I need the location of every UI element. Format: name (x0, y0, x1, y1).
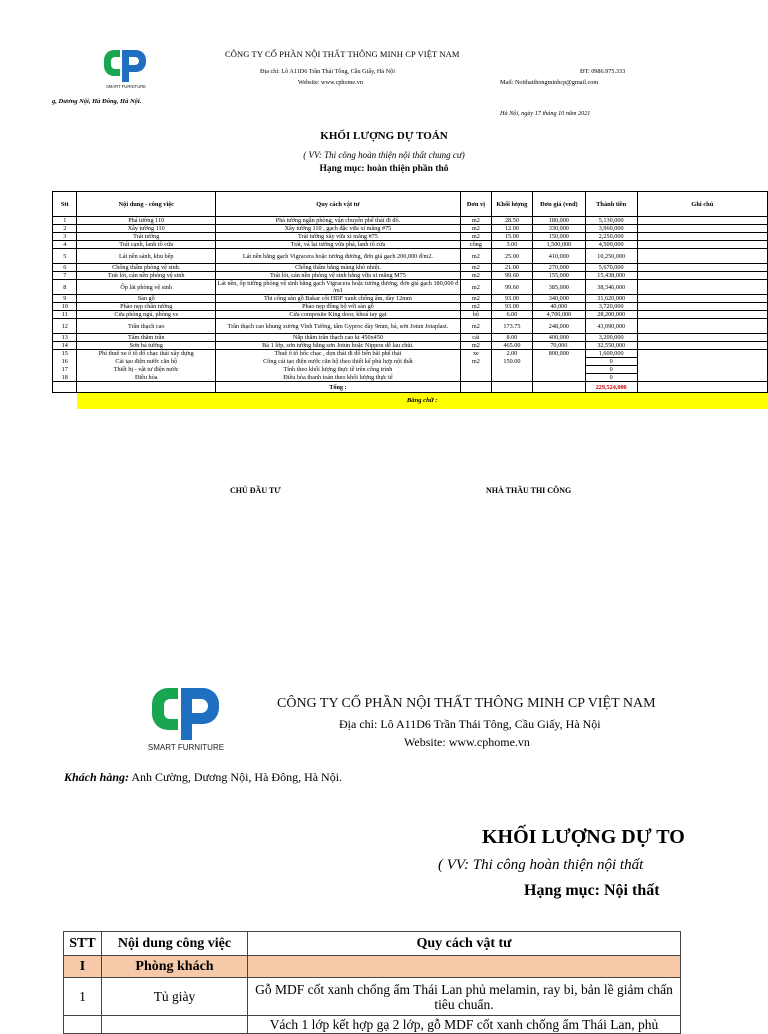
document-subtitle: ( VV: Thi công hoàn thiện nội thất (438, 857, 644, 873)
cell-unit: m2 (460, 225, 491, 233)
cell-price: 270,000 (533, 264, 586, 272)
cell-amount: 1,600,000 (585, 350, 637, 358)
cell-stt: 2 (53, 225, 77, 233)
cell-price: 330,000 (533, 225, 586, 233)
cell-note (637, 374, 767, 382)
cell-content: Tấm thăm trần (77, 334, 215, 342)
cell-unit: m2 (460, 295, 491, 303)
document-category: Hạng mục: hoàn thiện phần thô (319, 164, 449, 174)
company-address: Địa chỉ: Lô A11D6 Trần Thái Tông, Cầu Giấy, Hà Nội (339, 717, 601, 731)
cell-spec: Công cải tạo điện nước căn hộ theo thiết kế phù hợp nội thất (215, 358, 460, 366)
table-row (53, 264, 768, 272)
cell-unit: m2 (460, 272, 491, 280)
cell-price: 410,000 (533, 249, 586, 264)
cell-note (637, 233, 767, 241)
cell-amount: 0 (585, 374, 637, 382)
cell-content: Chống thấm phòng vệ sinh. (77, 264, 215, 272)
cell-qty: 12.00 (491, 225, 532, 233)
document-title: KHỐI LƯỢNG DỰ TO (482, 826, 685, 848)
cell-spec: Chống thấm bằng màng khò nhiệt. (215, 264, 460, 272)
cell-price: 800,000 (533, 350, 586, 358)
cell-qty: 25.00 (491, 249, 532, 264)
cell-price (533, 374, 586, 382)
cell-amount: 43,090,000 (585, 319, 637, 334)
cell-stt: 9 (53, 295, 77, 303)
cell-qty (491, 374, 532, 382)
cell-unit: m2 (460, 303, 491, 311)
cell-spec: Trần thạch cao khung xương Vĩnh Tường, tấm Gyproc dày 9mm, bả, sơn Jotun Jotaplast. (215, 319, 460, 334)
company-mail: Mail: Noithatthongminhcp@gmail.com (500, 79, 599, 86)
estimate-table (52, 191, 768, 409)
col-content: Nội dung công việc (102, 932, 248, 956)
cell-unit: m2 (460, 233, 491, 241)
cell-qty: 99.60 (491, 272, 532, 280)
cell-price: 155,000 (533, 272, 586, 280)
cell-note (637, 249, 767, 264)
cell-qty: 173.75 (491, 319, 532, 334)
cell-content: Sơn bả tường (77, 342, 215, 350)
cell-qty: 28.50 (491, 217, 532, 225)
cell-content: Trát lót, cán nền phòng vệ sinh (77, 272, 215, 280)
cell-amount: 31,620,000 (585, 295, 637, 303)
furniture-table (63, 931, 681, 1034)
total-label: Tổng : (215, 382, 460, 393)
cp-logo-icon (146, 680, 230, 752)
table-row (53, 272, 768, 280)
col-content: Nội dung - công việc (77, 192, 215, 217)
cell-price (533, 366, 586, 374)
cell-note (637, 350, 767, 358)
cell-unit: bộ (460, 311, 491, 319)
cell-note (637, 366, 767, 374)
cell-content: Cải tạo điện nước căn hộ (77, 358, 215, 366)
cell-note (637, 280, 767, 295)
table-header (53, 192, 768, 217)
cell-spec: Lát nền bằng gạch Vigracera hoặc tương đương, đơn giá gạch 200,000 đ/m2. (215, 249, 460, 264)
cell-price: 400,000 (533, 334, 586, 342)
cell-amount: 5,130,000 (585, 217, 637, 225)
cell-price: 1,500,000 (533, 241, 586, 249)
table-header (64, 932, 681, 956)
cell-note (637, 334, 767, 342)
cell-content: Trát cạnh, lanh tô cửa (77, 241, 215, 249)
cell-content: Xây tường 110 (77, 225, 215, 233)
table-row (53, 233, 768, 241)
cell-price (533, 358, 586, 366)
cell-price: 385,000 (533, 280, 586, 295)
cell-stt: 13 (53, 334, 77, 342)
cell-spec: Trát lót, cán nền phòng vệ sinh bằng vữa xi măng M75 (215, 272, 460, 280)
cell-amount: 4,500,000 (585, 241, 637, 249)
table-row (53, 217, 768, 225)
document-date: Hà Nội, ngày 17 tháng 10 năm 2021 (500, 110, 591, 117)
cell-content: Phòng khách (102, 956, 248, 978)
cell-content: Sàn gỗ (77, 295, 215, 303)
in-words-label: Bằng chữ : (77, 393, 768, 409)
customer-address: g, Dương Nội, Hà Đông, Hà Nội. (52, 98, 142, 105)
cell-stt: 15 (53, 350, 77, 358)
cell-stt: I (64, 956, 102, 978)
cell-content: Điều hòa (77, 374, 215, 382)
table-row (53, 366, 768, 374)
cell-amount: 2,250,000 (585, 233, 637, 241)
cell-spec: Vách 1 lớp kết hợp gạ 2 lớp, gỗ MDF cốt xanh chống ẩm Thái Lan, phủ (248, 1016, 681, 1034)
cell-spec: Bả 1 lớp, sơn tường bằng sơn Jotun hoặc Nippon dễ lau chùi. (215, 342, 460, 350)
cell-stt: 12 (53, 319, 77, 334)
cell-stt: 8 (53, 280, 77, 295)
cell-qty: 93.00 (491, 295, 532, 303)
company-website: Website: www.cphome.vn (298, 79, 363, 86)
cell-note (637, 358, 767, 366)
company-name: CÔNG TY CỔ PHẦN NỘI THẤT THÔNG MINH CP VIỆT NAM (225, 49, 460, 59)
cell-amount: 3,960,000 (585, 225, 637, 233)
cell-spec: Gỗ MDF cốt xanh chống ẩm Thái Lan phủ melamin, ray bi, bản lề giảm chấn tiêu chuẩn. (248, 978, 681, 1016)
table-row (53, 311, 768, 319)
cell-unit: công (460, 241, 491, 249)
col-price: Đơn giá (vnđ) (533, 192, 586, 217)
cell-stt: 1 (53, 217, 77, 225)
cell-qty: 99.60 (491, 280, 532, 295)
table-row (53, 342, 768, 350)
cell-amount: 15,438,000 (585, 272, 637, 280)
cell-amount: 32,550,000 (585, 342, 637, 350)
cell-qty: 3.00 (491, 241, 532, 249)
cell-spec (248, 956, 681, 978)
cell-unit: m2 (460, 342, 491, 350)
cell-stt: 4 (53, 241, 77, 249)
customer-value: Anh Cường, Dương Nội, Hà Đông, Hà Nội. (129, 770, 343, 784)
cell-note (637, 264, 767, 272)
contractor-signature-label: NHÀ THẦU THI CÔNG (486, 486, 572, 495)
cell-content (102, 1016, 248, 1034)
cell-note (637, 225, 767, 233)
cell-unit: m2 (460, 264, 491, 272)
investor-signature-label: CHỦ ĐẦU TƯ (230, 486, 281, 495)
table-row (53, 295, 768, 303)
cell-content: Tủ giày (102, 978, 248, 1016)
cell-amount: 10,250,000 (585, 249, 637, 264)
cell-spec: Tính theo khối lượng thực tế trên công trình (215, 366, 460, 374)
cell-stt: 7 (53, 272, 77, 280)
cell-note (637, 272, 767, 280)
cell-empty (637, 382, 767, 393)
cell-content: Ốp lát phòng vệ sinh (77, 280, 215, 295)
customer-line (64, 770, 342, 785)
cell-amount: 28,200,000 (585, 311, 637, 319)
col-stt: Stt (53, 192, 77, 217)
cell-amount: 0 (585, 366, 637, 374)
cell-spec: Thuê ô tô bốc chạc , dọn thải đi đổ bến bãi phế thải (215, 350, 460, 358)
table-row (64, 978, 681, 1016)
col-unit: Đơn vị (460, 192, 491, 217)
cell-stt: 14 (53, 342, 77, 350)
cell-stt: 16 (53, 358, 77, 366)
table-row (64, 956, 681, 978)
total-row (53, 382, 768, 393)
table-row (53, 280, 768, 295)
cell-spec: Trát tường xây vữa xi măng #75 (215, 233, 460, 241)
cell-note (637, 303, 767, 311)
cell-spec: Thi công sàn gỗ Bakar cốt HDF xanh chống ẩm, dày 12mm (215, 295, 460, 303)
cell-spec: Phào nẹp đồng bộ với sàn gỗ (215, 303, 460, 311)
cell-stt: 11 (53, 311, 77, 319)
cell-stt: 18 (53, 374, 77, 382)
cell-spec: Cửa composite King door, khoá tay gạt (215, 311, 460, 319)
cell-spec: Lát nền, ốp tường phòng vệ sinh bằng gạch Vigracera hoặc tương đương, đơn giá gạch 180,000 đ /m1 (215, 280, 460, 295)
cell-qty: 150.00 (491, 358, 532, 366)
col-note: Ghi chú (637, 192, 767, 217)
cell-content: Lát nền sảnh, khu bếp (77, 249, 215, 264)
cell-amount: 38,346,000 (585, 280, 637, 295)
cell-note (637, 217, 767, 225)
cell-stt: 17 (53, 366, 77, 374)
cell-price: 340,000 (533, 295, 586, 303)
cell-spec: Trát, vá lại tường vừa phá, lanh tô cửa (215, 241, 460, 249)
cell-stt: 3 (53, 233, 77, 241)
table-row (53, 241, 768, 249)
cell-spec: Phá tường ngăn phòng, vận chuyển phế thải đi đổ. (215, 217, 460, 225)
cell-empty (53, 382, 77, 393)
cell-stt: 1 (64, 978, 102, 1016)
cell-note (637, 311, 767, 319)
cell-content: Phí thuê xe ô tô đổ chạc thải xây dựng (77, 350, 215, 358)
cell-qty: 15.00 (491, 233, 532, 241)
col-spec: Quy cách vật tư (215, 192, 460, 217)
in-words-row (53, 393, 768, 409)
cell-amount: 3,720,000 (585, 303, 637, 311)
table-row (53, 319, 768, 334)
cell-price: 150,000 (533, 233, 586, 241)
cell-price: 4,700,000 (533, 311, 586, 319)
cell-empty (53, 393, 77, 409)
cell-unit: xe (460, 350, 491, 358)
cell-empty (533, 382, 586, 393)
cp-logo-icon (100, 44, 152, 90)
table-row (53, 350, 768, 358)
table-row (53, 249, 768, 264)
cell-amount: 0 (585, 358, 637, 366)
company-name: CÔNG TY CỔ PHẦN NỘI THẤT THÔNG MINH CP VIỆT NAM (277, 696, 656, 711)
col-stt: STT (64, 932, 102, 956)
company-website: Website: www.cphome.vn (404, 735, 530, 749)
cell-unit: m2 (460, 319, 491, 334)
cell-price: 70,000 (533, 342, 586, 350)
cell-note (637, 342, 767, 350)
table-row (53, 358, 768, 366)
cell-stt: 10 (53, 303, 77, 311)
cell-spec: Xây tường 110 , gạch đặc vữa xi măng #75 (215, 225, 460, 233)
document-category: Hạng mục: Nội thất (524, 882, 660, 899)
cell-note (637, 319, 767, 334)
document-subtitle: ( VV: Thi công hoàn thiện nội thất chung cư) (303, 150, 465, 160)
table-row (53, 303, 768, 311)
cell-amount: 5,670,000 (585, 264, 637, 272)
total-value: 229,524,000 (585, 382, 637, 393)
cell-content: Phào nẹp chân tường (77, 303, 215, 311)
cell-note (637, 295, 767, 303)
cell-qty: 93.00 (491, 303, 532, 311)
cell-qty: 8.00 (491, 334, 532, 342)
cell-unit: m2 (460, 217, 491, 225)
cell-qty: 2.00 (491, 350, 532, 358)
cell-empty (460, 382, 491, 393)
cell-empty (77, 382, 215, 393)
cell-qty: 6.00 (491, 311, 532, 319)
cell-unit (460, 366, 491, 374)
table-row (64, 1016, 681, 1034)
col-amount: Thành tiền (585, 192, 637, 217)
cell-note (637, 241, 767, 249)
cell-empty (491, 382, 532, 393)
cell-price: 40,000 (533, 303, 586, 311)
table-row (53, 374, 768, 382)
company-phone: ĐT: 0986.975.333 (580, 68, 626, 75)
cell-content: Trát tường (77, 233, 215, 241)
cell-qty: 21.00 (491, 264, 532, 272)
document-title: KHỐI LƯỢNG DỰ TOÁN (320, 130, 448, 142)
cell-price: 248,000 (533, 319, 586, 334)
cell-qty (491, 366, 532, 374)
cell-unit: m2 (460, 249, 491, 264)
cell-spec: Điều hòa thanh toán theo khối lượng thực tế (215, 374, 460, 382)
cell-unit: m2 (460, 280, 491, 295)
cell-qty: 465.00 (491, 342, 532, 350)
cell-stt: 6 (53, 264, 77, 272)
cell-content: Thiết bị - vật tư điện nước (77, 366, 215, 374)
cell-unit: m2 (460, 358, 491, 366)
table-row (53, 334, 768, 342)
col-qty: Khối lượng (491, 192, 532, 217)
logo-text: SMART FURNITURE (147, 743, 225, 752)
cell-content: Trần thạch cao (77, 319, 215, 334)
customer-label: Khách hàng: (64, 770, 130, 784)
cell-amount: 3,200,000 (585, 334, 637, 342)
logo-text: SMART FURNITURE (106, 84, 146, 89)
company-address: Địa chỉ: Lô A11D6 Trần Thái Tông, Cầu Giấy, Hà Nội (260, 68, 395, 75)
cell-unit: cái (460, 334, 491, 342)
cell-price: 180,000 (533, 217, 586, 225)
table-row (53, 225, 768, 233)
cell-spec: Nắp thăm trần thạch cao kt 450x450 (215, 334, 460, 342)
cell-content: Cửa phòng ngủ, phòng vs (77, 311, 215, 319)
cell-stt (64, 1016, 102, 1034)
cell-stt: 5 (53, 249, 77, 264)
cell-unit (460, 374, 491, 382)
col-spec: Quy cách vật tư (248, 932, 681, 956)
cell-content: Phá tường 110 (77, 217, 215, 225)
